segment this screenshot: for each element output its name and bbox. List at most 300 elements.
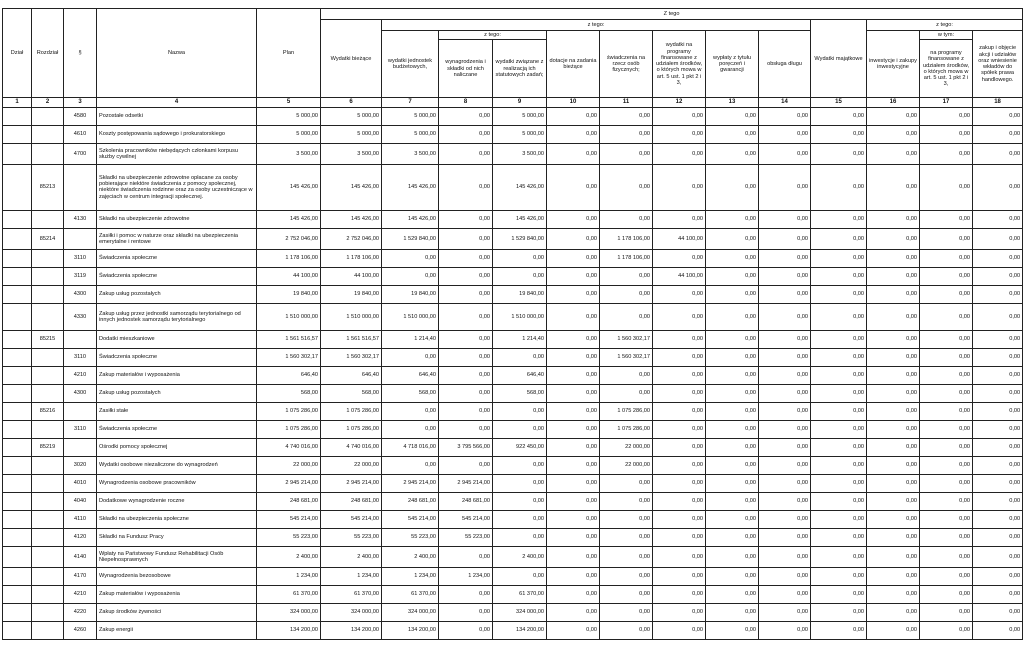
amount-cell: 248 681,00 (382, 492, 439, 510)
amount-cell: 0,00 (547, 228, 600, 249)
amount-cell: 0,00 (706, 603, 759, 621)
amount-cell: 0,00 (439, 330, 493, 348)
amount-cell: 0,00 (706, 303, 759, 330)
amount-cell: 0,00 (759, 621, 811, 639)
amount-cell: 0,00 (759, 228, 811, 249)
header-obsluga-dlugu: obsługa długu (759, 31, 811, 98)
amount-cell: 0,00 (759, 456, 811, 474)
amount-cell: 0,00 (547, 492, 600, 510)
amount-cell: 545 214,00 (257, 510, 321, 528)
amount-cell: 0,00 (653, 330, 706, 348)
table-row (3, 546, 1023, 567)
amount-cell: 0,00 (759, 125, 811, 143)
paragraf-cell: 4580 (64, 107, 97, 125)
name-cell: Wpłaty na Państwowy Fundusz Rehabilitacji Osób Niepełnosprawnych (97, 546, 257, 567)
amount-cell: 0,00 (920, 267, 973, 285)
amount-cell: 0,00 (973, 348, 1023, 366)
amount-cell: 0,00 (759, 510, 811, 528)
name-cell: Wynagrodzenia bezosobowe (97, 567, 257, 585)
amount-cell: 0,00 (653, 303, 706, 330)
paragraf-cell: 4330 (64, 303, 97, 330)
amount-cell: 0,00 (653, 249, 706, 267)
amount-cell: 324 000,00 (493, 603, 547, 621)
dzial-cell (3, 249, 32, 267)
rozdzial-cell (32, 492, 64, 510)
dzial-cell (3, 456, 32, 474)
header-wydatki-majatkowe: Wydatki majątkowe (811, 20, 867, 98)
table-row (3, 567, 1023, 585)
amount-cell: 4 740 016,00 (321, 438, 382, 456)
amount-cell: 0,00 (759, 249, 811, 267)
amount-cell: 0,00 (706, 528, 759, 546)
table-row (3, 528, 1023, 546)
amount-cell: 134 200,00 (382, 621, 439, 639)
amount-cell: 5 000,00 (382, 125, 439, 143)
amount-cell: 0,00 (920, 474, 973, 492)
amount-cell: 0,00 (759, 267, 811, 285)
amount-cell: 0,00 (867, 621, 920, 639)
amount-cell: 568,00 (321, 384, 382, 402)
amount-cell: 0,00 (920, 603, 973, 621)
amount-cell: 0,00 (653, 438, 706, 456)
amount-cell: 0,00 (759, 420, 811, 438)
name-cell: Szkolenia pracowników niebędących członkami korpusu służby cywilnej (97, 143, 257, 164)
amount-cell: 0,00 (920, 164, 973, 210)
amount-cell: 1 075 286,00 (257, 402, 321, 420)
amount-cell: 0,00 (920, 438, 973, 456)
header-wydatki-statutowe: wydatki związane z realizacją ich statutowych zadań; (493, 40, 547, 98)
column-number: 9 (493, 98, 547, 108)
amount-cell: 0,00 (653, 348, 706, 366)
amount-cell: 0,00 (547, 348, 600, 366)
amount-cell: 0,00 (920, 528, 973, 546)
amount-cell: 0,00 (759, 303, 811, 330)
amount-cell: 0,00 (600, 384, 653, 402)
amount-cell: 0,00 (439, 303, 493, 330)
header-programy-ue-majatkowe: na programy finansowane z udziałem środków, o których mowa w art. 5 ust. 1 pkt 2 i 3, (920, 40, 973, 98)
amount-cell: 0,00 (759, 603, 811, 621)
amount-cell: 2 752 046,00 (321, 228, 382, 249)
amount-cell: 2 752 046,00 (257, 228, 321, 249)
amount-cell: 0,00 (706, 285, 759, 303)
amount-cell: 1 075 286,00 (257, 420, 321, 438)
table-row (3, 603, 1023, 621)
amount-cell: 0,00 (547, 438, 600, 456)
amount-cell: 0,00 (920, 456, 973, 474)
amount-cell: 646,40 (257, 366, 321, 384)
amount-cell: 0,00 (600, 125, 653, 143)
amount-cell: 0,00 (759, 528, 811, 546)
amount-cell: 646,40 (382, 366, 439, 384)
header-paragraf: § (64, 9, 97, 98)
paragraf-cell: 4700 (64, 143, 97, 164)
amount-cell: 0,00 (759, 438, 811, 456)
column-number: 14 (759, 98, 811, 108)
amount-cell: 0,00 (439, 249, 493, 267)
column-number: 15 (811, 98, 867, 108)
amount-cell: 55 223,00 (439, 528, 493, 546)
dzial-cell (3, 303, 32, 330)
paragraf-cell: 3119 (64, 267, 97, 285)
name-cell: Pozostałe odsetki (97, 107, 257, 125)
rozdzial-cell (32, 267, 64, 285)
dzial-cell (3, 267, 32, 285)
amount-cell: 0,00 (439, 125, 493, 143)
name-cell: Zasiłki i pomoc w naturze oraz składki na ubezpieczenia emerytalne i rentowe (97, 228, 257, 249)
amount-cell: 0,00 (973, 585, 1023, 603)
amount-cell: 0,00 (493, 528, 547, 546)
amount-cell: 0,00 (867, 585, 920, 603)
amount-cell: 3 500,00 (257, 143, 321, 164)
amount-cell: 1 560 302,17 (600, 348, 653, 366)
rozdzial-cell (32, 348, 64, 366)
amount-cell: 0,00 (600, 510, 653, 528)
amount-cell: 0,00 (547, 567, 600, 585)
amount-cell: 0,00 (439, 585, 493, 603)
amount-cell: 1 529 840,00 (382, 228, 439, 249)
amount-cell: 5 000,00 (257, 125, 321, 143)
amount-cell: 0,00 (811, 330, 867, 348)
rozdzial-cell: 85214 (32, 228, 64, 249)
amount-cell: 0,00 (706, 402, 759, 420)
amount-cell: 0,00 (600, 621, 653, 639)
amount-cell: 0,00 (920, 546, 973, 567)
dzial-cell (3, 384, 32, 402)
column-number: 17 (920, 98, 973, 108)
name-cell: Zakup materiałów i wyposażenia (97, 585, 257, 603)
amount-cell: 0,00 (759, 348, 811, 366)
name-cell: Zakup usług przez jednostki samorządu terytorialnego od innych jednostek samorządu terytorialnego (97, 303, 257, 330)
paragraf-cell: 3110 (64, 348, 97, 366)
amount-cell: 55 223,00 (321, 528, 382, 546)
amount-cell: 545 214,00 (439, 510, 493, 528)
table-row (3, 585, 1023, 603)
table-row (3, 143, 1023, 164)
amount-cell: 0,00 (439, 603, 493, 621)
amount-cell: 0,00 (653, 210, 706, 228)
amount-cell: 2 945 214,00 (439, 474, 493, 492)
name-cell: Zakup usług pozostałych (97, 285, 257, 303)
amount-cell: 22 000,00 (600, 456, 653, 474)
header-inwestycje: inwestycje i zakupy inwestycyjne (867, 31, 920, 98)
amount-cell: 134 200,00 (257, 621, 321, 639)
amount-cell: 0,00 (920, 330, 973, 348)
amount-cell: 0,00 (382, 420, 439, 438)
amount-cell: 0,00 (867, 528, 920, 546)
amount-cell: 0,00 (653, 125, 706, 143)
amount-cell: 0,00 (382, 402, 439, 420)
amount-cell: 0,00 (706, 210, 759, 228)
amount-cell: 0,00 (653, 585, 706, 603)
amount-cell: 19 840,00 (257, 285, 321, 303)
amount-cell: 0,00 (867, 125, 920, 143)
amount-cell: 0,00 (811, 228, 867, 249)
amount-cell: 1 075 286,00 (600, 420, 653, 438)
amount-cell: 545 214,00 (321, 510, 382, 528)
amount-cell: 1 214,40 (493, 330, 547, 348)
dzial-cell (3, 420, 32, 438)
amount-cell: 0,00 (653, 384, 706, 402)
amount-cell: 0,00 (653, 474, 706, 492)
amount-cell: 0,00 (439, 285, 493, 303)
amount-cell: 2 400,00 (321, 546, 382, 567)
amount-cell: 61 370,00 (493, 585, 547, 603)
amount-cell: 0,00 (867, 210, 920, 228)
amount-cell: 1 075 286,00 (321, 420, 382, 438)
amount-cell: 0,00 (973, 402, 1023, 420)
amount-cell: 1 561 516,57 (321, 330, 382, 348)
amount-cell: 646,40 (493, 366, 547, 384)
name-cell: Składki na ubezpieczenie zdrowotne (97, 210, 257, 228)
amount-cell: 0,00 (867, 143, 920, 164)
amount-cell: 0,00 (600, 366, 653, 384)
header-poreczenia: wypłaty z tytułu poręczeń i gwarancji (706, 31, 759, 98)
amount-cell: 0,00 (867, 474, 920, 492)
amount-cell: 0,00 (600, 492, 653, 510)
name-cell: Zakup materiałów i wyposażenia (97, 366, 257, 384)
rozdzial-cell (32, 210, 64, 228)
amount-cell: 3 500,00 (382, 143, 439, 164)
amount-cell: 0,00 (920, 143, 973, 164)
amount-cell: 646,40 (321, 366, 382, 384)
name-cell: Wynagrodzenia osobowe pracowników (97, 474, 257, 492)
amount-cell: 0,00 (811, 528, 867, 546)
amount-cell: 0,00 (600, 474, 653, 492)
amount-cell: 0,00 (493, 402, 547, 420)
table-row (3, 228, 1023, 249)
amount-cell: 0,00 (811, 249, 867, 267)
amount-cell: 0,00 (920, 384, 973, 402)
amount-cell: 5 000,00 (257, 107, 321, 125)
amount-cell: 0,00 (439, 348, 493, 366)
rozdzial-cell (32, 125, 64, 143)
amount-cell: 4 718 016,00 (382, 438, 439, 456)
paragraf-cell: 4220 (64, 603, 97, 621)
amount-cell: 0,00 (706, 125, 759, 143)
header-dotacje: dotacje na zadania bieżące (547, 31, 600, 98)
amount-cell: 0,00 (600, 567, 653, 585)
amount-cell: 145 426,00 (257, 210, 321, 228)
amount-cell: 1 234,00 (257, 567, 321, 585)
table-row (3, 348, 1023, 366)
amount-cell: 0,00 (653, 420, 706, 438)
amount-cell: 0,00 (973, 510, 1023, 528)
column-number: 2 (32, 98, 64, 108)
column-number: 8 (439, 98, 493, 108)
amount-cell: 0,00 (439, 384, 493, 402)
paragraf-cell: 4210 (64, 585, 97, 603)
amount-cell: 0,00 (547, 164, 600, 210)
amount-cell: 0,00 (973, 228, 1023, 249)
rozdzial-cell: 85215 (32, 330, 64, 348)
amount-cell: 0,00 (493, 420, 547, 438)
name-cell: Świadczenia społeczne (97, 420, 257, 438)
rozdzial-cell (32, 384, 64, 402)
amount-cell: 145 426,00 (257, 164, 321, 210)
rozdzial-cell (32, 143, 64, 164)
amount-cell: 0,00 (973, 210, 1023, 228)
amount-cell: 1 075 286,00 (321, 402, 382, 420)
paragraf-cell: 4010 (64, 474, 97, 492)
amount-cell: 145 426,00 (321, 210, 382, 228)
table-row (3, 420, 1023, 438)
name-cell: Koszty postępowania sądowego i prokuratorskiego (97, 125, 257, 143)
amount-cell: 0,00 (547, 546, 600, 567)
name-cell: Ośrodki pomocy społecznej (97, 438, 257, 456)
amount-cell: 2 945 214,00 (382, 474, 439, 492)
paragraf-cell: 4210 (64, 366, 97, 384)
amount-cell: 0,00 (973, 249, 1023, 267)
budget-expenditure-table (2, 8, 1023, 640)
amount-cell: 0,00 (600, 210, 653, 228)
amount-cell: 3 500,00 (321, 143, 382, 164)
amount-cell: 0,00 (867, 366, 920, 384)
dzial-cell (3, 366, 32, 384)
amount-cell: 0,00 (706, 546, 759, 567)
amount-cell: 0,00 (600, 107, 653, 125)
amount-cell: 0,00 (811, 603, 867, 621)
name-cell: Zakup środków żywności (97, 603, 257, 621)
amount-cell: 0,00 (920, 125, 973, 143)
header-z-tego-jednostek: z tego: (439, 31, 547, 40)
amount-cell: 0,00 (439, 164, 493, 210)
amount-cell: 0,00 (706, 366, 759, 384)
amount-cell: 0,00 (759, 285, 811, 303)
amount-cell: 1 234,00 (439, 567, 493, 585)
amount-cell: 0,00 (867, 303, 920, 330)
amount-cell: 1 178 106,00 (600, 228, 653, 249)
amount-cell: 0,00 (706, 492, 759, 510)
amount-cell: 0,00 (706, 384, 759, 402)
amount-cell: 0,00 (600, 585, 653, 603)
amount-cell: 1 560 302,17 (321, 348, 382, 366)
amount-cell: 19 840,00 (382, 285, 439, 303)
amount-cell: 0,00 (811, 267, 867, 285)
header-z-tego-majatkowe: z tego: (867, 20, 1023, 31)
paragraf-cell: 3110 (64, 249, 97, 267)
dzial-cell (3, 210, 32, 228)
amount-cell: 0,00 (811, 567, 867, 585)
rozdzial-cell (32, 420, 64, 438)
rozdzial-cell: 85219 (32, 438, 64, 456)
dzial-cell (3, 228, 32, 249)
amount-cell: 0,00 (973, 474, 1023, 492)
amount-cell: 0,00 (973, 303, 1023, 330)
amount-cell: 0,00 (973, 546, 1023, 567)
header-plan: Plan (257, 9, 321, 98)
amount-cell: 0,00 (547, 285, 600, 303)
amount-cell: 0,00 (706, 143, 759, 164)
amount-cell: 0,00 (973, 528, 1023, 546)
amount-cell: 0,00 (867, 603, 920, 621)
amount-cell: 0,00 (867, 107, 920, 125)
dzial-cell (3, 528, 32, 546)
amount-cell: 0,00 (811, 107, 867, 125)
amount-cell: 1 510 000,00 (257, 303, 321, 330)
amount-cell: 44 100,00 (257, 267, 321, 285)
amount-cell: 0,00 (867, 330, 920, 348)
dzial-cell (3, 621, 32, 639)
amount-cell: 61 370,00 (257, 585, 321, 603)
rozdzial-cell (32, 546, 64, 567)
column-number-row (3, 98, 1023, 108)
amount-cell: 0,00 (811, 143, 867, 164)
paragraf-cell: 4170 (64, 567, 97, 585)
amount-cell: 0,00 (653, 366, 706, 384)
paragraf-cell (64, 164, 97, 210)
amount-cell: 0,00 (439, 228, 493, 249)
amount-cell: 545 214,00 (382, 510, 439, 528)
amount-cell: 0,00 (811, 456, 867, 474)
amount-cell: 0,00 (867, 267, 920, 285)
amount-cell: 0,00 (493, 456, 547, 474)
amount-cell: 0,00 (867, 285, 920, 303)
amount-cell: 0,00 (867, 164, 920, 210)
table-row (3, 285, 1023, 303)
rozdzial-cell (32, 249, 64, 267)
amount-cell: 145 426,00 (321, 164, 382, 210)
amount-cell: 0,00 (759, 567, 811, 585)
amount-cell: 3 795 566,00 (439, 438, 493, 456)
amount-cell: 0,00 (920, 303, 973, 330)
amount-cell: 0,00 (973, 164, 1023, 210)
amount-cell: 0,00 (706, 456, 759, 474)
amount-cell: 0,00 (706, 420, 759, 438)
amount-cell: 1 510 000,00 (493, 303, 547, 330)
amount-cell: 0,00 (759, 164, 811, 210)
amount-cell: 0,00 (811, 366, 867, 384)
amount-cell: 55 223,00 (257, 528, 321, 546)
amount-cell: 0,00 (973, 567, 1023, 585)
amount-cell: 0,00 (493, 567, 547, 585)
amount-cell: 0,00 (811, 348, 867, 366)
rozdzial-cell (32, 528, 64, 546)
amount-cell: 0,00 (706, 510, 759, 528)
dzial-cell (3, 285, 32, 303)
amount-cell: 0,00 (439, 143, 493, 164)
header-akcje: zakup i objęcie akcji i udziałów oraz wniesienie wkładów do spółek prawa handlowego. (973, 31, 1023, 98)
amount-cell: 0,00 (867, 384, 920, 402)
paragraf-cell (64, 228, 97, 249)
dzial-cell (3, 438, 32, 456)
amount-cell: 0,00 (547, 267, 600, 285)
amount-cell: 0,00 (811, 384, 867, 402)
amount-cell: 0,00 (439, 210, 493, 228)
rozdzial-cell (32, 474, 64, 492)
amount-cell: 0,00 (706, 164, 759, 210)
amount-cell: 0,00 (547, 384, 600, 402)
amount-cell: 0,00 (759, 107, 811, 125)
amount-cell: 145 426,00 (493, 210, 547, 228)
name-cell: Wydatki osobowe niezaliczone do wynagrodzeń (97, 456, 257, 474)
column-number: 18 (973, 98, 1023, 108)
dzial-cell (3, 107, 32, 125)
column-number: 3 (64, 98, 97, 108)
dzial-cell (3, 143, 32, 164)
name-cell: Zakup usług pozostałych (97, 384, 257, 402)
amount-cell: 0,00 (706, 267, 759, 285)
amount-cell: 324 000,00 (257, 603, 321, 621)
header-programy-ue: wydatki na programy finansowane z udziałem środków, o których mowa w art. 5 ust. 1 pkt 2 i 3, (653, 31, 706, 98)
paragraf-cell (64, 402, 97, 420)
amount-cell: 0,00 (493, 474, 547, 492)
amount-cell: 0,00 (973, 330, 1023, 348)
amount-cell: 0,00 (867, 510, 920, 528)
amount-cell: 0,00 (653, 567, 706, 585)
amount-cell: 0,00 (973, 143, 1023, 164)
amount-cell: 0,00 (867, 438, 920, 456)
amount-cell: 0,00 (382, 456, 439, 474)
